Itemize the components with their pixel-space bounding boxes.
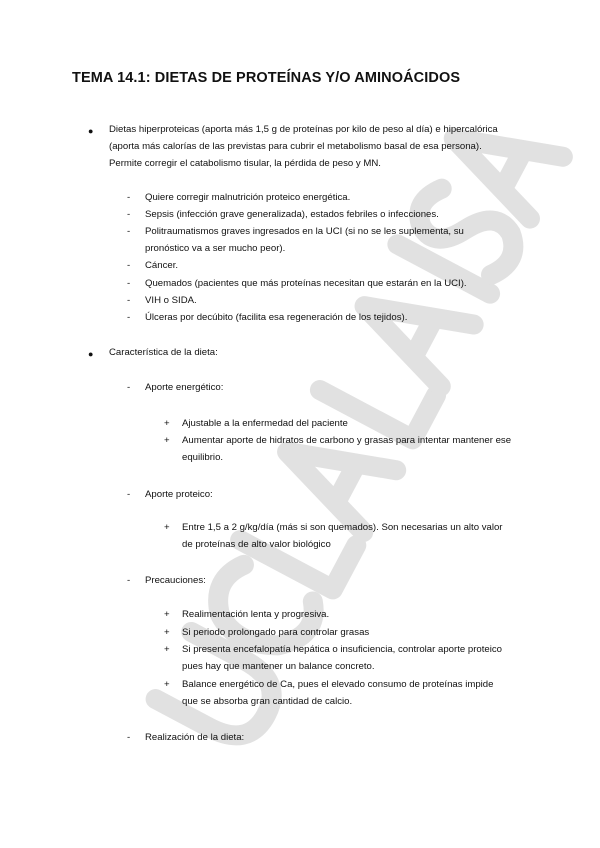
indication-item: Úlceras por decúbito (facilita esa regeneración de los tejidos). (145, 312, 408, 323)
page-title: TEMA 14.1: DIETAS DE PROTEÍNAS Y/O AMINOÁCIDOS (72, 70, 461, 86)
dash-marker: - (127, 732, 131, 743)
plus-marker: + (164, 627, 170, 638)
dash-marker: - (127, 278, 131, 289)
energetico-item: Ajustable a la enfermedad del paciente (182, 418, 348, 429)
dash-marker: - (127, 489, 131, 500)
energetico-item-cont: equilibrio. (182, 452, 224, 463)
bullet-marker: ● (88, 126, 94, 136)
dash-marker: - (127, 312, 131, 323)
plus-marker: + (164, 522, 170, 533)
subsection-aporte-proteico: Aporte proteico: (145, 489, 213, 500)
section-heading-caracteristica: Característica de la dieta: (109, 347, 218, 358)
indication-item-cont: pronóstico va a ser mucho peor). (145, 243, 286, 254)
intro-line-3: Permite corregir el catabolismo tisular, la pérdida de peso y MN. (109, 158, 381, 169)
precaucion-item: Balance energético de Ca, pues el elevado consumo de proteínas impide (182, 679, 494, 690)
precaucion-item-cont: pues hay que mantener un balance concreto. (182, 661, 375, 672)
indication-item: Quiere corregir malnutrición proteico energética. (145, 192, 351, 203)
indication-item: VIH o SIDA. (145, 295, 197, 306)
indication-item: Politraumatismos graves ingresados en la UCI (si no se les suplementa, su (145, 226, 464, 237)
dash-marker: - (127, 382, 131, 393)
dash-marker: - (127, 192, 131, 203)
proteico-item-cont: de proteínas de alto valor biológico (182, 539, 331, 550)
plus-marker: + (164, 435, 170, 446)
subsection-precauciones: Precauciones: (145, 575, 206, 586)
dash-marker: - (127, 260, 131, 271)
dash-marker: - (127, 226, 131, 237)
plus-marker: + (164, 418, 170, 429)
subsection-realizacion: Realización de la dieta: (145, 732, 245, 743)
dash-marker: - (127, 209, 131, 220)
proteico-item: Entre 1,5 a 2 g/kg/día (más si son quemados). Son necesarias un alto valor (182, 522, 503, 533)
energetico-item: Aumentar aporte de hidratos de carbono y grasas para intentar mantener ese (182, 435, 512, 446)
dash-marker: - (127, 575, 131, 586)
bullet-marker: ● (88, 349, 94, 359)
indication-item: Cáncer. (145, 260, 179, 271)
plus-marker: + (164, 609, 170, 620)
plus-marker: + (164, 644, 170, 655)
precaucion-item: Si presenta encefalopatía hepática o insuficiencia, controlar aporte proteico (182, 644, 502, 655)
indication-item: Sepsis (infección grave generalizada), estados febriles o infecciones. (145, 209, 439, 220)
subsection-aporte-energetico: Aporte energético: (145, 382, 224, 393)
intro-line-1: Dietas hiperproteicas (aporta más 1,5 g de proteínas por kilo de peso al día) e hipercalórica (109, 124, 498, 135)
dash-marker: - (127, 295, 131, 306)
precaucion-item: Si periodo prolongado para controlar grasas (182, 627, 370, 638)
intro-line-2: (aporta más calorías de las previstas para cubrir el metabolismo basal de esa persona). (109, 141, 482, 152)
indication-item: Quemados (pacientes que más proteínas necesitan que estarán en la UCI). (145, 278, 467, 289)
plus-marker: + (164, 679, 170, 690)
precaucion-item-cont: que se absorba gran cantidad de calcio. (182, 696, 353, 707)
precaucion-item: Realimentación lenta y progresiva. (182, 609, 330, 620)
